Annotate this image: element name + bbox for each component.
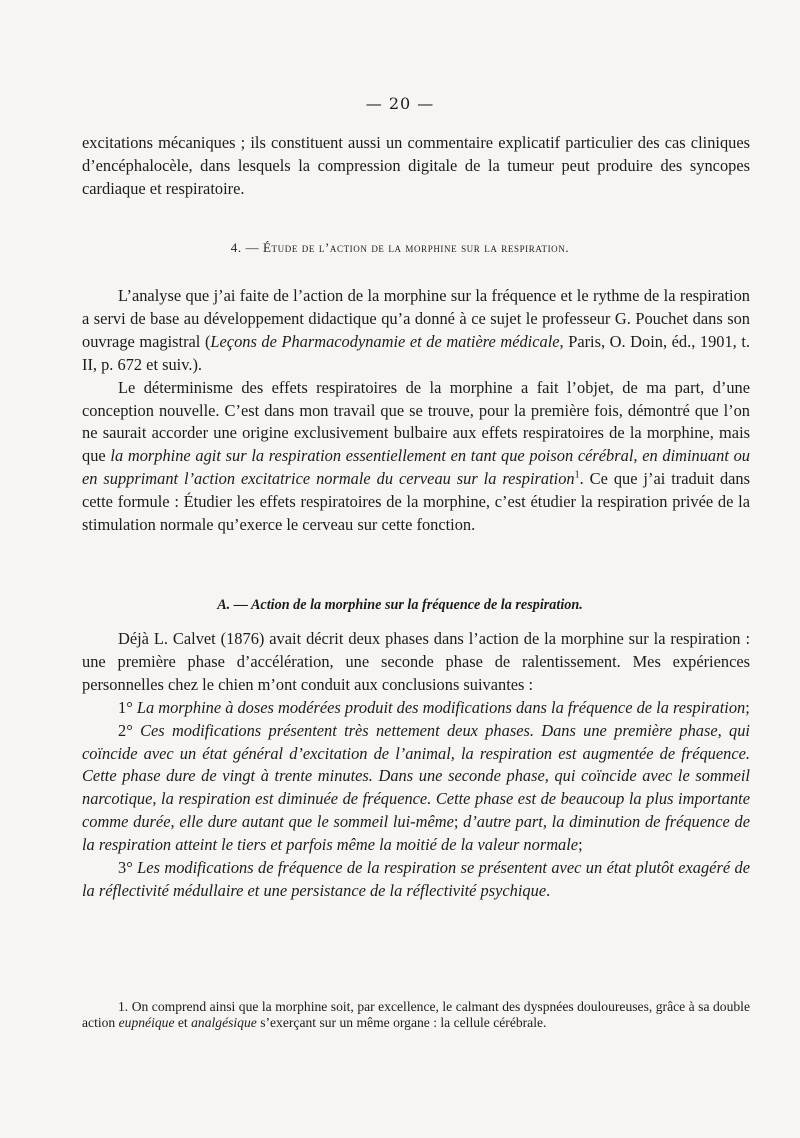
item-number: 3° bbox=[118, 858, 133, 878]
subsection-title: A. — Action de la morphine sur la fréquence de la respiration. bbox=[217, 597, 583, 613]
footnote bbox=[82, 999, 750, 1031]
conclusion-item bbox=[82, 857, 750, 903]
text-span: et bbox=[174, 1015, 192, 1030]
page-number: — 20 — bbox=[365, 94, 435, 113]
footnote-text bbox=[82, 999, 750, 1031]
punctuation: ; bbox=[578, 835, 583, 855]
punctuation: ; bbox=[453, 812, 464, 832]
paragraph-calvet: Déjà L. Calvet (1876) avait décrit deux phases dans l’action de la morphine sur la respiration : une première phase d’accélération, une seconde phase de ralentissement. Mes expériences personnelles chez le chien m’ont conduit aux conclusions suivantes : bbox=[82, 629, 750, 694]
item-text: La morphine à doses modérées produit des modifications dans la fréquence de la respiration bbox=[136, 697, 746, 717]
footnote-number: 1. bbox=[118, 999, 129, 1014]
item-text: Ces modifications présentent très nettement deux phases. Dans une première phase, qui coïncide avec un état général d’excitation de l’animal, la respiration est augmentée de fréquence. Cette phase dure de vingt à trente minutes. Dans une seconde phase, qui coïncide avec le sommeil narcotique, la respiration est diminuée de fréquence. Cette phase est de beaucoup la plus importante comme durée, elle dure autant que le sommeil lui-même bbox=[82, 720, 750, 832]
conclusion-item bbox=[82, 697, 750, 720]
item-text: Les modifications de fréquence de la respiration se présentent avec un état plutôt exagéré de la réflectivité médullaire et une persistance de la réflectivité psychique bbox=[82, 858, 750, 900]
item-text: d’autre part, la diminution de fréquence de la respiration atteint le tiers et parfois même la moitié de la valeur normale bbox=[82, 812, 750, 855]
text-span: On comprend ainsi que la morphine soit, par excellence, le calmant des dyspnées douloureuses, grâce à sa double action bbox=[82, 999, 750, 1030]
section-title: 4. — Étude de l’action de la morphine sur la respiration. bbox=[230, 240, 570, 255]
text-span: s’exerçant sur un même organe : la cellule cérébrale. bbox=[256, 1015, 547, 1030]
text-span: Le déterminisme des effets respiratoires de la morphine a fait l’objet, de ma part, d’une conception nouvelle. C’est dans mon travail que se trouve, pour la première fois, démontré que l’on ne saurait accorder une origine exclusivement bulbaire aux effets respiratoires de la morphine, mais que bbox=[82, 377, 750, 466]
text-span: . Ce que j’ai traduit dans cette formule : Étudier les effets respiratoires de la morphine, c’est étudier la respiration privée de la stimulation normale qu’exerce le cerveau sur cette fonction. bbox=[82, 469, 750, 535]
conclusion-item bbox=[82, 720, 750, 857]
footnote-ref: 1 bbox=[574, 469, 580, 481]
item-number: 1° bbox=[118, 697, 133, 717]
text-span: , Paris, O. Doin, éd., 1901, t. II, p. 672 et suiv.). bbox=[82, 331, 750, 374]
item-number: 2° bbox=[118, 720, 133, 740]
book-title: Leçons de Pharmacodynamie et de matière médicale bbox=[210, 331, 560, 351]
paragraph-determinisme bbox=[82, 377, 750, 537]
main-text-block bbox=[82, 285, 750, 537]
paragraph-analyse bbox=[82, 285, 750, 377]
continuation-paragraph bbox=[82, 132, 750, 201]
emphasis-text: eupnéique bbox=[118, 1015, 175, 1030]
text-span: L’analyse que j’ai faite de l’action de la morphine sur la fréquence et le rythme de la respiration a servi de base au développement didactique qu’a donné à ce sujet le professeur G. Pouchet dans son ouvrage magistral ( bbox=[82, 286, 750, 351]
punctuation: ; bbox=[745, 697, 750, 717]
emphasis-text: analgésique bbox=[191, 1015, 257, 1030]
emphasis-text: la morphine agit sur la respiration essentiellement en tant que poison cérébral, en diminuant ou en supprimant l’action excitatrice normale du cerveau sur la respiration bbox=[82, 446, 750, 489]
conclusions-block bbox=[82, 628, 750, 903]
paragraph-text: excitations mécaniques ; ils constituent aussi un commentaire explicatif particulier des cas cliniques d’encéphalocèle, dans lesquels la compression digitale de la tumeur peut produire des syncopes cardiaque et respiratoire. bbox=[82, 133, 750, 198]
punctuation: . bbox=[546, 880, 551, 900]
